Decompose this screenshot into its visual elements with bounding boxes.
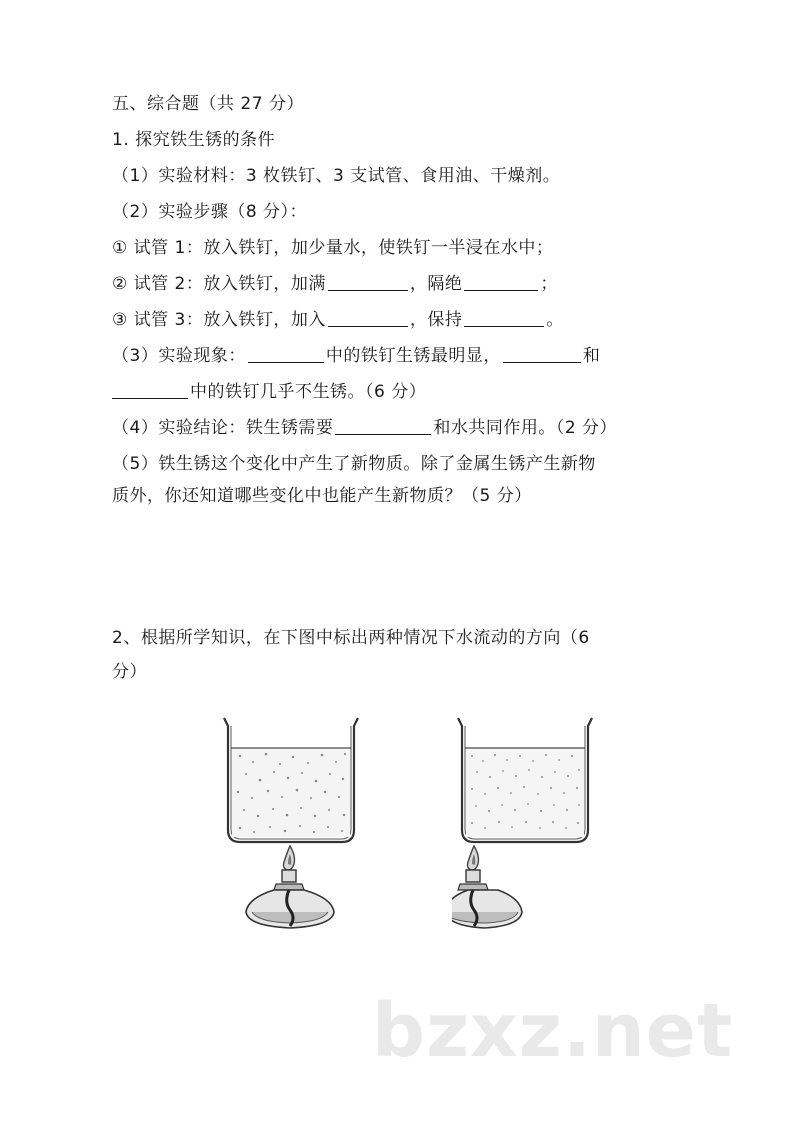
section-title: 五、综合题（共 27 分） [112, 94, 304, 114]
answer-blank[interactable] [328, 308, 408, 327]
q1-step-1: ① 试管 1：放入铁钉，加少量水，使铁钉一半浸在水中； [112, 238, 554, 258]
q1-conclusion-text-a: （4）实验结论：铁生锈需要 [112, 418, 334, 438]
q1-steps-title: （2）实验步骤（8 分）： [112, 202, 308, 222]
q1-step-2-text-b: ，隔绝 [409, 274, 463, 294]
watermark: bzxz.net [372, 988, 734, 1074]
q1-phenomenon-text-c: 和 [582, 346, 601, 366]
q1-step-2-text-c: ； [540, 274, 558, 294]
question-1-title: 1. 探究铁生锈的条件 [112, 130, 276, 150]
alcohol-lamp-icon [246, 846, 334, 928]
alcohol-lamp-icon [452, 846, 522, 928]
answer-blank[interactable] [464, 308, 544, 327]
q1-part-5-line-1: （5）铁生锈这个变化中产生了新物质。除了金属生锈产生新物 [112, 454, 596, 474]
q1-phenomenon-text-b: 中的铁钉生锈最明显， [325, 346, 501, 366]
beaker-over-lamp-figure-right [452, 712, 602, 944]
beaker-over-lamp-figure-left [218, 712, 368, 944]
q1-step-3-text-b: ，保持 [409, 310, 463, 330]
question-2-line-1: 2、根据所学知识，在下图中标出两种情况下水流动的方向（6 [112, 628, 590, 648]
answer-blank[interactable] [503, 344, 581, 363]
beaker-icon [224, 718, 358, 842]
q1-phenomenon [112, 344, 600, 368]
answer-blank[interactable] [112, 380, 188, 399]
q1-materials: （1）实验材料：3 枚铁钉、3 支试管、食用油、干燥剂。 [112, 166, 561, 186]
q1-phenomenon-text-a: （3）实验现象： [112, 346, 246, 366]
q1-conclusion [112, 416, 617, 440]
q1-part-5-line-2: 质外，你还知道哪些变化中也能产生新物质？（5 分） [112, 486, 532, 506]
q1-step-2 [112, 272, 558, 296]
q1-step-3 [112, 308, 564, 332]
q1-phenomenon-line-2 [112, 380, 426, 404]
q1-phenomenon-text-d: 中的铁钉几乎不生锈。（6 分） [190, 382, 427, 402]
answer-blank[interactable] [464, 272, 538, 291]
answer-blank[interactable] [248, 344, 324, 363]
q1-step-3-text-a: ③ 试管 3：放入铁钉，加入 [112, 310, 326, 330]
q1-conclusion-text-b: 和水共同作用。（2 分） [433, 418, 618, 438]
answer-blank[interactable] [328, 272, 408, 291]
q1-step-2-text-a: ② 试管 2：放入铁钉，加满 [112, 274, 326, 294]
question-2-line-2: 分） [112, 662, 147, 682]
answer-blank[interactable] [335, 416, 431, 435]
q1-step-3-text-c: 。 [546, 310, 564, 330]
beaker-icon [458, 718, 592, 842]
